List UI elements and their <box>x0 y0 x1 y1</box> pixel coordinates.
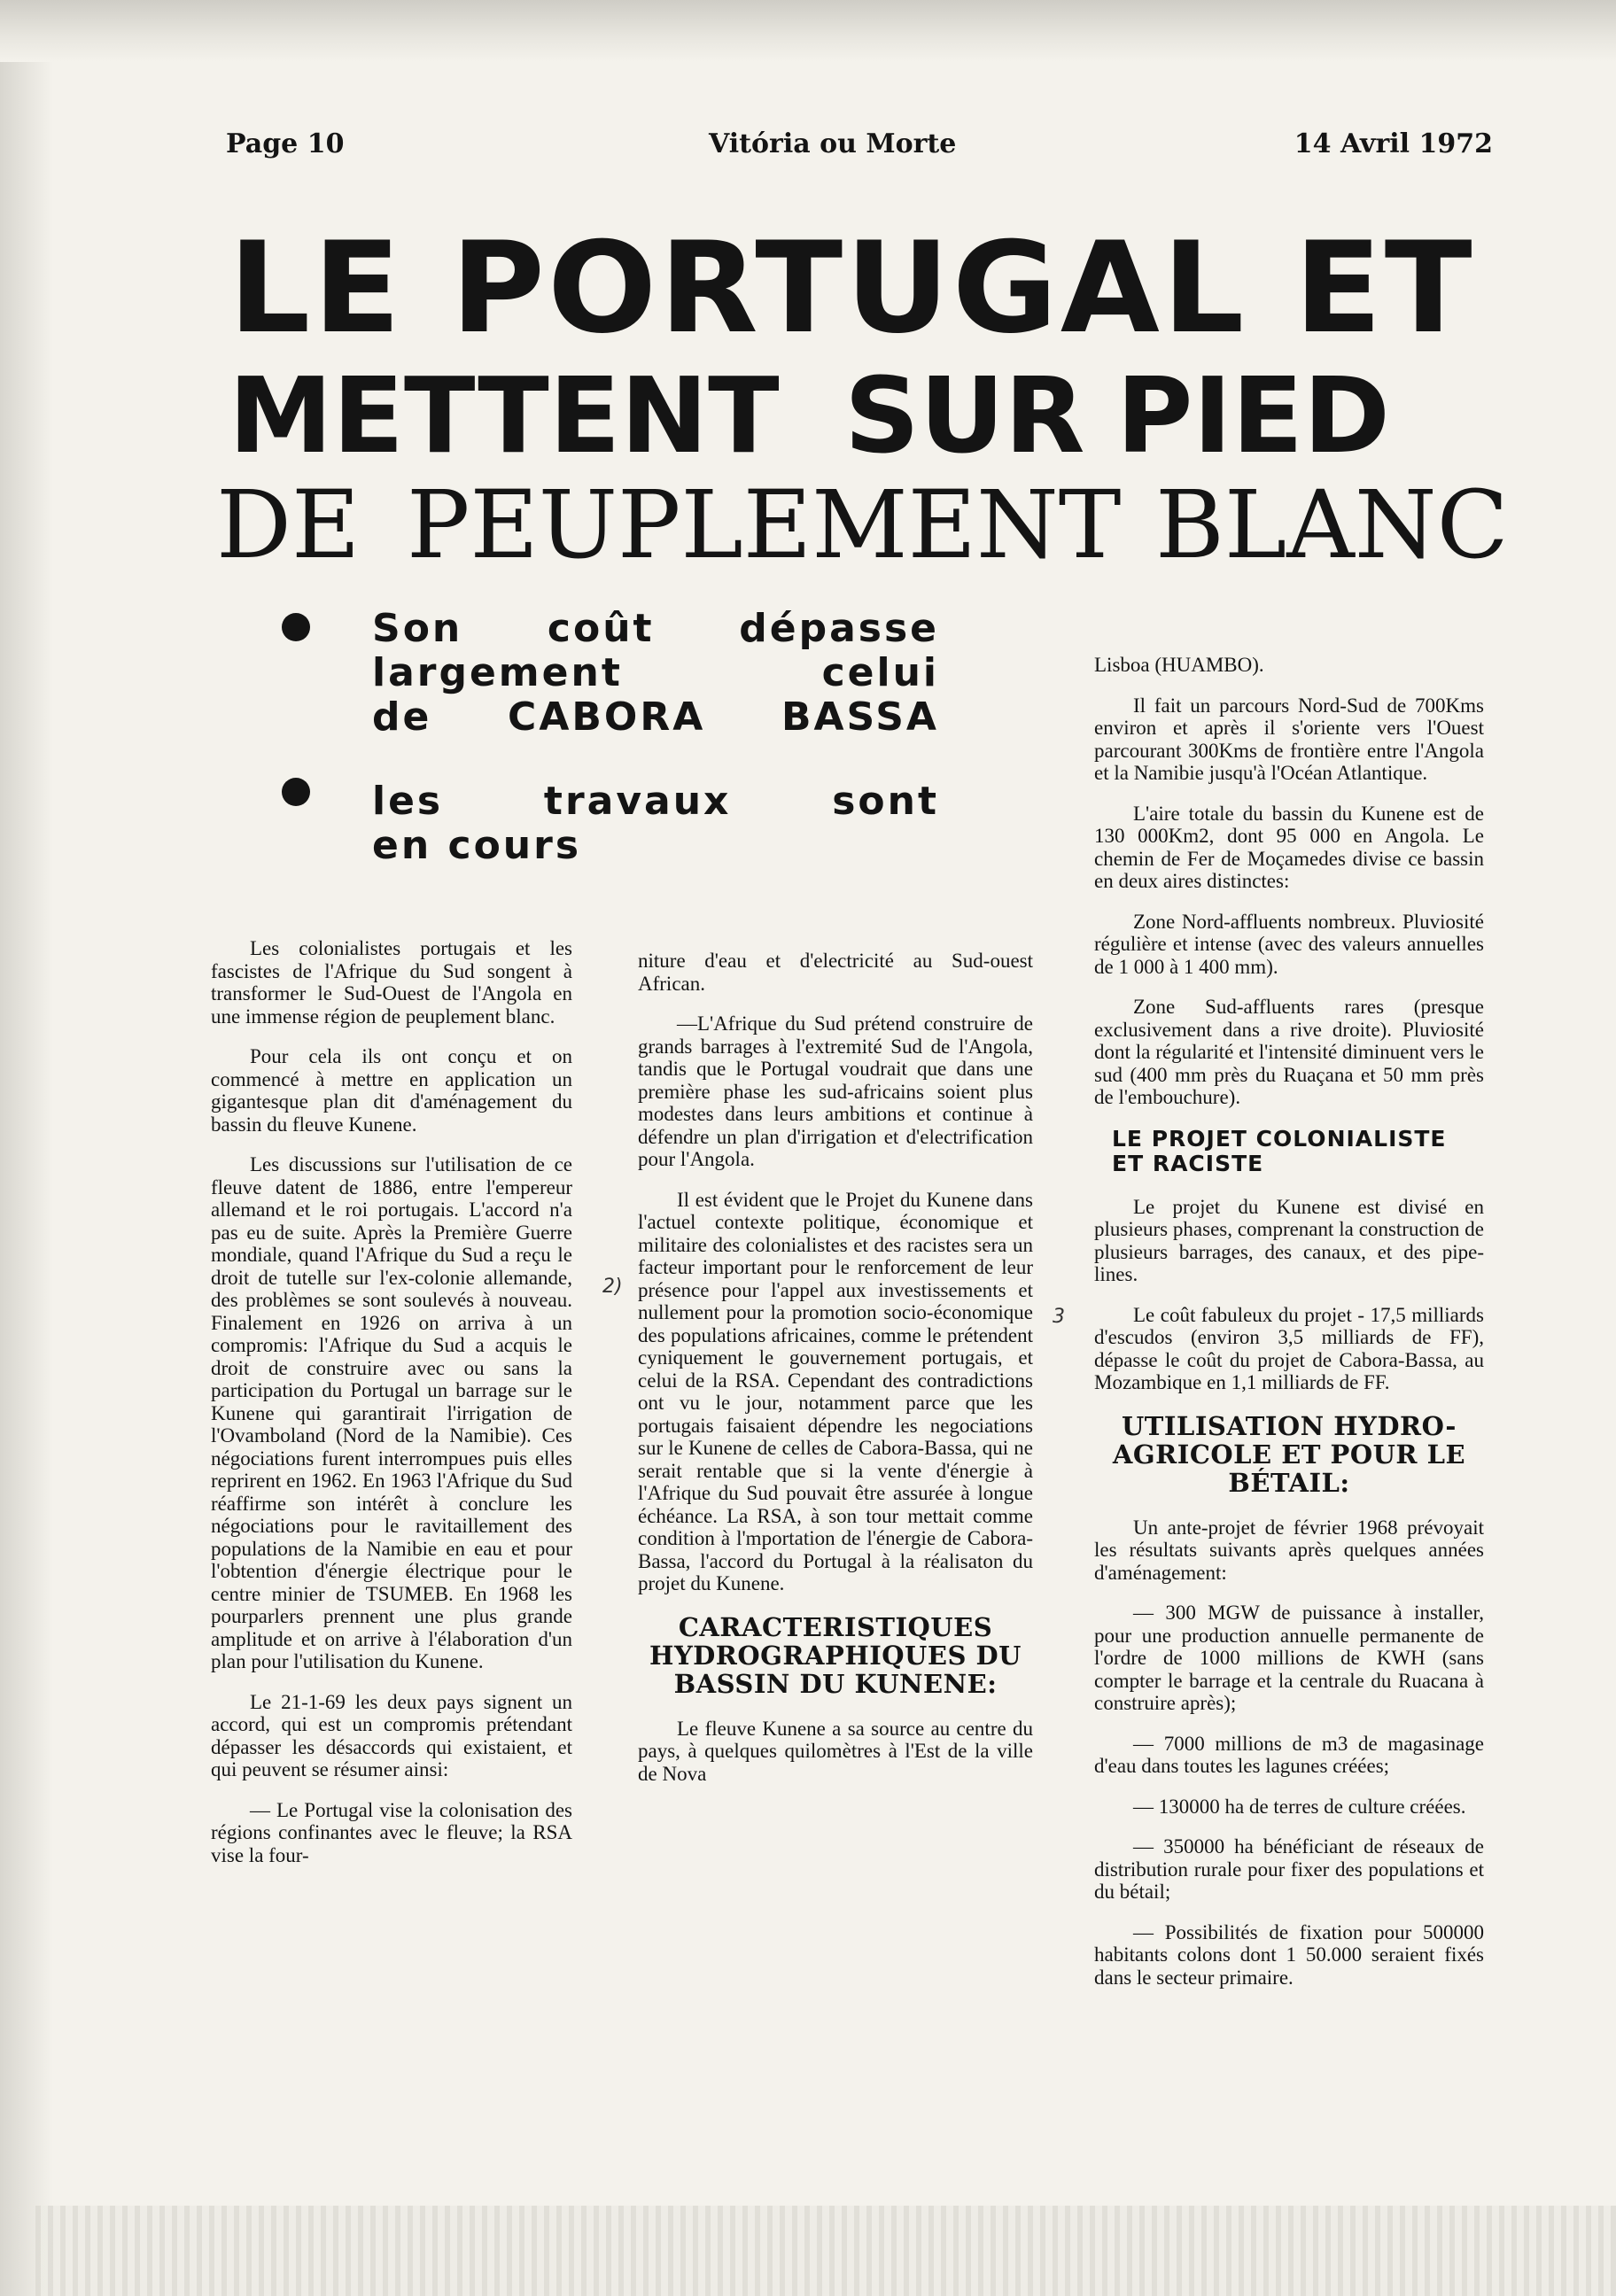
scan-left-edge <box>0 0 53 2296</box>
paragraph: — 300 MGW de puissance à installer, pour une production annuelle permanente de l'ordre de 1000 millions de KWH (sans compter le barrage et la centrale du Ruacana à construire après); <box>1094 1602 1484 1714</box>
headline-word: METTENT <box>229 354 780 477</box>
paragraph: Zone Nord-affluents nombreux. Pluviosité régulière et intense (avec des valeurs annuelles de 1 000 à 1 400 mm). <box>1094 910 1484 978</box>
article-column-1 <box>211 937 572 1884</box>
bullet-icon <box>282 613 310 641</box>
bullet-icon <box>282 778 310 806</box>
paragraph: — Possibilités de fixation pour 500000 habitants colons dont 1 50.000 seraient fixés dans le secteur primaire. <box>1094 1920 1484 1989</box>
paragraph-continued: niture d'eau et d'electricité au Sud-ouest African. <box>638 950 1033 995</box>
deck-1 <box>372 607 939 740</box>
deck-line: largement celui <box>372 650 939 695</box>
margin-note: 2) <box>602 1276 623 1298</box>
section-heading: UTILISATION HYDRO-AGRICOLE ET POUR LE BÉTAIL: <box>1112 1410 1466 1498</box>
section-heading: LE PROJET COLONIALISTE ET RACISTE <box>1112 1125 1447 1176</box>
article-column-2 <box>638 950 1033 1803</box>
deck-line: Son coût dépasse <box>372 606 939 651</box>
deck-2 <box>372 780 939 868</box>
headline-word: BLANC <box>1155 470 1509 579</box>
scan-top-edge <box>0 0 1616 62</box>
headline-word: SUR <box>844 354 1085 477</box>
paragraph: Le projet du Kunene est divisé en plusieurs phases, comprenant la construction de plusieurs barrages, des canaux, et des pipe-lines. <box>1094 1195 1484 1285</box>
headline-line-1: LE PORTUGAL ET <box>229 215 1475 361</box>
paragraph: Le fleuve Kunene a sa source au centre du pays, à quelques quilomètres à l'Est de la ville de Nova <box>638 1717 1033 1785</box>
paragraph: Zone Sud-affluents rares (presque exclusivement dans a rive droite). Pluviosité dont la régularité et l'intensité diminuent vers le sud (400 mm près du Ruaçana et 50 mm près de l'embouchure). <box>1094 996 1484 1108</box>
paragraph: Les discussions sur l'utilisation de ce fleuve datent de 1886, entre l'empereur allemand et le roi portugais. L'accord n'a pas eu de suite. Après la Première Guerre mondiale, quand l'Afrique du Sud a reçu le droit de tutelle sur l'ex-colonie allemande, des problèmes se sont soulevés à nouveau. Finalement en 1926 on arriva à un compromis: l'Afrique du Sud a acquis le droit de construire avec ou sans la participation du Portugal un barrage sur le Kunene qui garantirait l'irrigation de l'Ovamboland (Nord de la Namibie). Ces négociations furent interrompues puis elles reprirent en 1962. En 1963 l'Afrique du Sud réaffirme son intérêt à conclure les négociations pour le ravitaillement des populations de la Namibie en eau et pour l'obtention d'énergie électrique pour le centre minier de TSUMEB. En 1968 les pourparlers prennent une plus grande amplitude et on arrive à l'élaboration d'un plan pour l'utilisation du Kunene. <box>211 1153 572 1672</box>
deck-line: de CABORA BASSA <box>372 694 939 740</box>
section-heading: CARACTERISTIQUES HYDROGRAPHIQUES DU BASSIN DU KUNENE: <box>649 1611 1022 1699</box>
paragraph: — 7000 millions de m3 de magasinage d'eau dans toutes les lagunes créées; <box>1094 1732 1484 1777</box>
headline-word: DE <box>216 470 361 579</box>
masthead <box>226 128 1493 173</box>
paragraph: Il fait un parcours Nord-Sud de 700Kms environ et après il s'oriente vers l'Ouest parcourant 300Kms de frontière entre l'Angola et la Namibie jusqu'à l'Océan Atlantique. <box>1094 694 1484 784</box>
paragraph: — 350000 ha bénéficiant de réseaux de distribution rurale pour fixer des populations et du bétail; <box>1094 1835 1484 1903</box>
paragraph: Un ante-projet de février 1968 prévoyait les résultats suivants après quelques années d'aménagement: <box>1094 1516 1484 1584</box>
headline-word: PIED <box>1116 354 1390 477</box>
paragraph: L'aire totale du bassin du Kunene est de 130 000Km2, dont 95 000 en Angola. Le chemin de Fer de Moçamedes divise ce bassin en deux aires distinctes: <box>1094 802 1484 892</box>
paragraph: Le 21-1-69 les deux pays signent un accord, qui est un compromis prétendant dépasser les désaccords qui existaient, et qui peuvent se résumer ainsi: <box>211 1690 572 1780</box>
paragraph-continued: Lisboa (HUAMBO). <box>1094 654 1264 676</box>
newspaper-name: Vitória ou Morte <box>709 128 957 159</box>
scan-bottom-edge <box>35 2206 1616 2296</box>
margin-note: 3 <box>1053 1306 1065 1328</box>
paragraph: Il est évident que le Projet du Kunene dans l'actuel contexte politique, économique et militaire des colonialistes et des racistes sera un facteur important pour le renforcement de leur présence pour l'appel aux investissements et nullement pour la promotion socio-économique des populations africaines, comme le prétendent cyniquement le gouvernement portugais, et celui de la RSA. Cependant des contradictions ont vu le jour, notamment parce que les portugais faisaient dépendre les negociations sur le Kunene de celles de Cabora-Bassa, qui ne serait rentable que si la vente d'énergie à l'Afrique du Sud pouvait être assurée à longue échéance. La RSA, à son tour mettait comme condition à l'mportation de l'énergie de Cabora-Bassa, l'accord du Portugal à la réalisaton du projet du Kunene. <box>638 1188 1033 1594</box>
page-number: Page 10 <box>226 128 345 159</box>
article-column-3 <box>1094 654 1484 2006</box>
paragraph: — 130000 ha de terres de culture créées. <box>1133 1795 1466 1818</box>
paragraph: — Le Portugal vise la colonisation des régions confinantes avec le fleuve; la RSA vise la four- <box>211 1798 572 1866</box>
issue-date: 14 Avril 1972 <box>1294 128 1493 159</box>
headline-word: PEUPLEMENT <box>407 470 1122 579</box>
paragraph: —L'Afrique du Sud prétend construire de grands barrages à l'extremité Sud de l'Angola, tandis que le Portugal voudrait que dans une première phase les sud-africains soient plus modestes dans leurs ambitions et continue à défendre un plan d'irrigation et d'electrification pour l'Angola. <box>638 1012 1033 1170</box>
deck-line: les travaux sont <box>372 779 939 824</box>
paragraph: Les colonialistes portugais et les fascistes de l'Afrique du Sud songent à transformer le Sud-Ouest de l'Angola en une immense région de peuplement blanc. <box>211 937 572 1028</box>
deck-line: en cours <box>372 823 582 868</box>
paragraph: Pour cela ils ont conçu et on commencé à mettre en application un gigantesque plan dit d'aménagement du bassin du fleuve Kunene. <box>211 1045 572 1136</box>
paragraph: Le coût fabuleux du projet - 17,5 milliards d'escudos (environ 3,5 milliards de FF), dépasse le coût du projet de Cabora-Bassa, au Mozambique en 1,1 milliards de FF. <box>1094 1303 1484 1393</box>
